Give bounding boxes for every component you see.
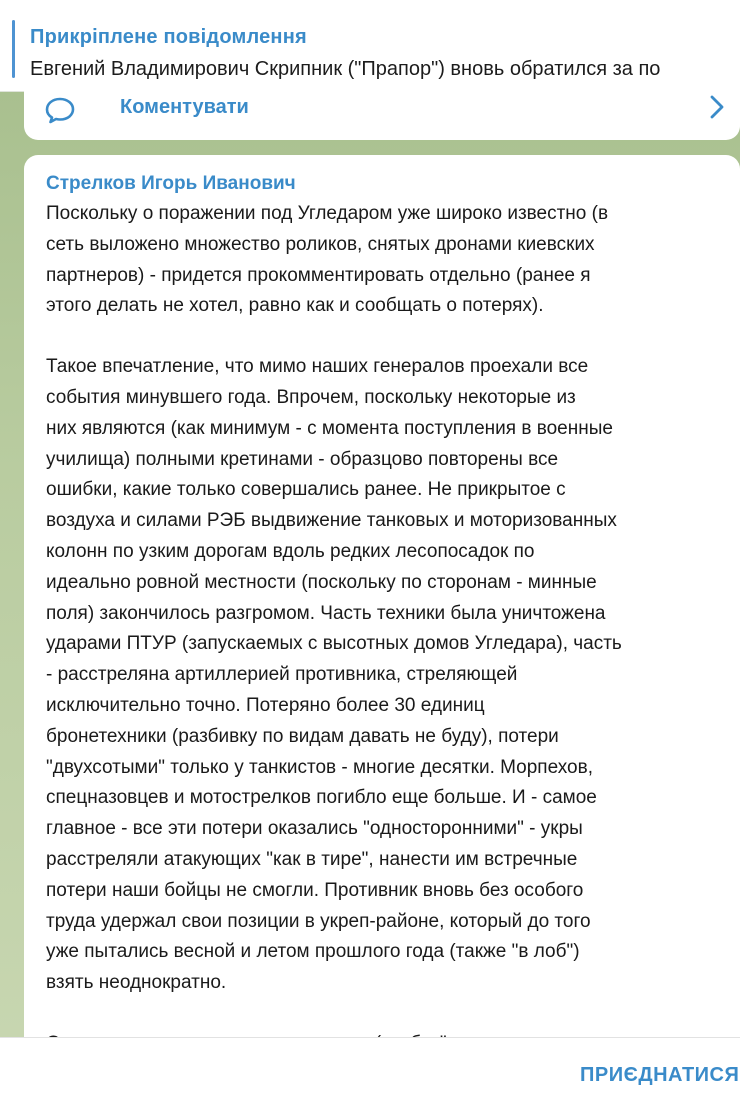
message-paragraph-2 xyxy=(46,352,740,999)
chevron-right-icon xyxy=(708,94,726,120)
text-line: потери наши бойцы не смогли. Противник вновь без особого xyxy=(46,879,584,901)
message-author[interactable]: Стрелков Игорь Иванович xyxy=(46,173,296,194)
text-line: главное - все эти потери оказались "односторонними" - укры xyxy=(46,818,583,840)
text-line: - расстреляна артиллерией противника, стреляющей xyxy=(46,664,518,686)
pinned-title: Прикріплене повідомлення xyxy=(30,26,307,48)
pinned-accent-bar xyxy=(12,20,15,78)
text-line: этого делать не хотел, равно как и сообщать о потерях). xyxy=(46,295,544,317)
comment-bubble-icon xyxy=(44,96,76,124)
text-line: сеть выложено множество роликов, снятых дронами киевских xyxy=(46,233,595,255)
text-line: спецназовцев и мотострелков погибло еще больше. И - самое xyxy=(46,787,597,809)
comment-button[interactable] xyxy=(24,88,740,140)
message-bubble xyxy=(24,155,740,1055)
text-line: идеально ровной местности (поскольку по сторонам - минные xyxy=(46,571,597,593)
text-line: Такое впечатление, что мимо наших генералов проехали все xyxy=(46,356,589,378)
text-line: них являются (как минимум - с момента поступления в военные xyxy=(46,417,613,439)
text-line: колонн по узким дорогам вдоль редких лесопосадок по xyxy=(46,540,535,562)
text-line: труда удержал свои позиции в укреп-районе, который до того xyxy=(46,910,591,932)
text-line: исключительно точно. Потеряно более 30 единиц xyxy=(46,694,485,716)
text-line: расстреляли атакующих "как в тире", нанести им встречные xyxy=(46,848,578,870)
text-line: бронетехники (разбивку по видам давать не буду), потери xyxy=(46,725,559,747)
message-paragraph-1 xyxy=(46,199,740,322)
text-line: "двухсотыми" только у танкистов - многие десятки. Морпехов, xyxy=(46,756,593,778)
text-line: взять неоднократно. xyxy=(46,972,227,994)
pinned-message-bar[interactable] xyxy=(0,0,740,92)
text-line: события минувшего года. Впрочем, поскольку некоторые из xyxy=(46,386,576,408)
message-body xyxy=(46,199,740,1055)
text-line: поля) закончилось разгромом. Часть техники была уничтожена xyxy=(46,602,606,624)
text-line: партнеров) - придется прокомментировать отдельно (ранее я xyxy=(46,264,591,286)
text-line: Поскольку о поражении под Угледаром уже широко известно (в xyxy=(46,203,609,224)
text-line: ошибки, какие только совершались ранее. Не прикрытое с xyxy=(46,479,566,501)
text-line: уже пытались весной и летом прошлого года (также "в лоб") xyxy=(46,941,580,963)
text-line: ударами ПТУР (запускаемых с высотных домов Угледара), часть xyxy=(46,633,622,655)
pinned-preview-text: Евгений Владимирович Скрипник ("Прапор") вновь обратился за по xyxy=(30,58,661,80)
text-line: училища) полными кретинами - образцово повторены все xyxy=(46,448,559,470)
text-line: воздуха и силами РЭБ выдвижение танковых и моторизованных xyxy=(46,510,617,532)
comment-label: Коментувати xyxy=(120,96,249,118)
join-channel-button[interactable]: ПРИЄДНАТИСЯ xyxy=(580,1064,740,1086)
join-bar xyxy=(0,1037,740,1113)
